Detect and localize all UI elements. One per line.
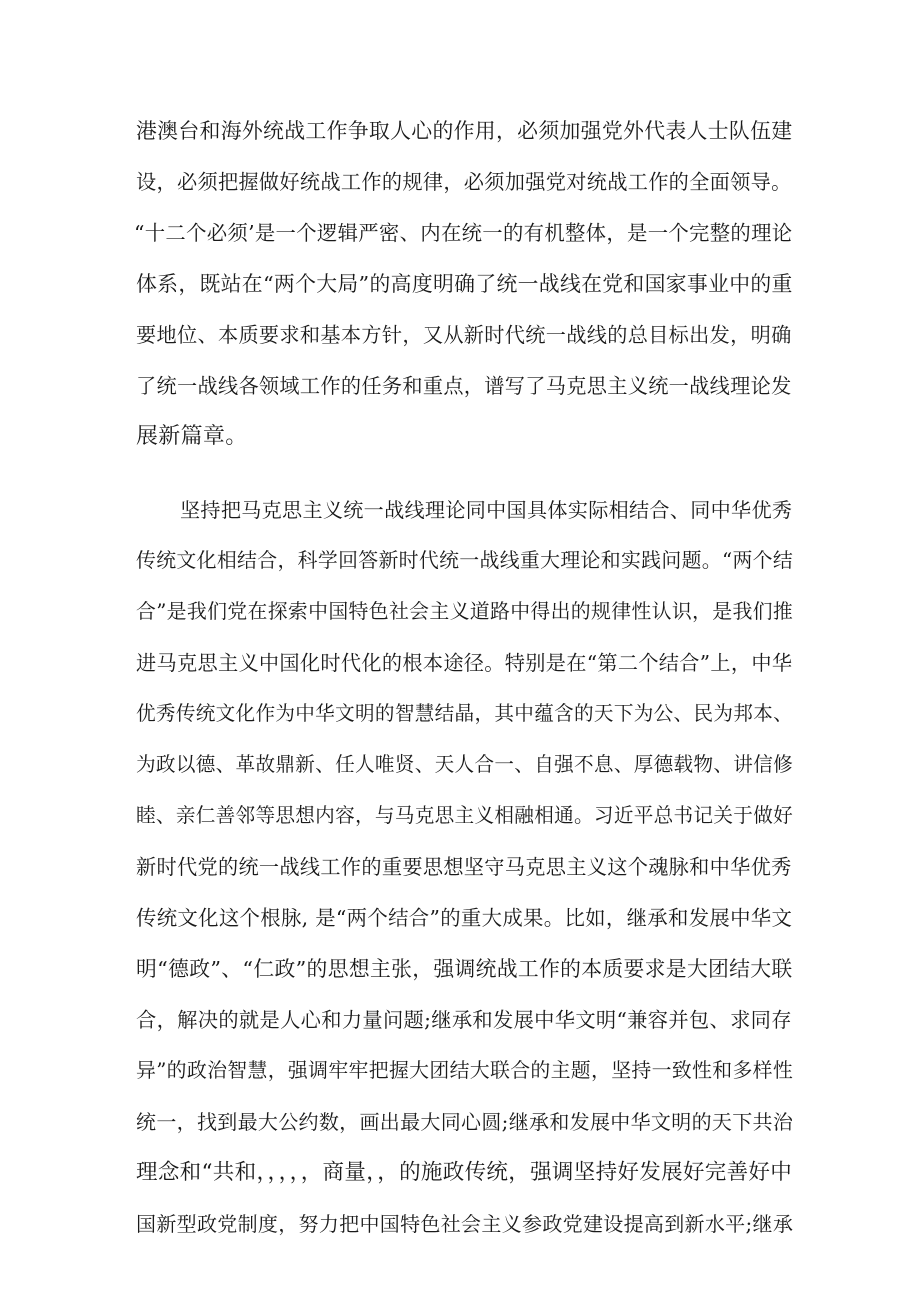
text-line: 要地位、本质要求和基本方针，又从新时代统一战线的总目标出发，明确	[136, 323, 792, 347]
text-line: 港澳台和海外统战工作争取人心的作用，必须加强党外代表人士队伍建	[136, 119, 793, 143]
text-line: 统一，找到最大公约数，画出最大同心圆;继承和发展中华文明的天下共治	[136, 1110, 794, 1134]
text-line: 睦、亲仁善邻等思想内容，与马克思主义相融相通。习近平总书记关于做好	[136, 804, 794, 827]
text-line: 明“德政”、“仁政”的思想主张，强调统战工作的本质要求是大团结大联	[136, 957, 793, 981]
text-line: 合”是我们党在探索中国特色社会主义道路中得出的规律性认识，是我们推	[136, 600, 794, 623]
text-line: 异”的政治智慧，强调牢牢把握大团结大联合的主题，坚持一致性和多样性	[136, 1059, 794, 1082]
text-line: 体系，既站在“两个大局”的高度明确了统一战线在党和国家事业中的重	[136, 272, 793, 296]
text-line: 合，解决的就是人心和力量问题;继承和发展中华文明“兼容并包、求同存	[136, 1008, 792, 1032]
text-line: “十二个必须’是一个逻辑严密、内在统一的有机整体，是一个完整的理论	[134, 221, 793, 245]
text-line: 为政以德、革故鼎新、任人唯贤、天人合一、自强不息、厚德载物、讲信修	[136, 753, 794, 776]
text-line: 传统文化相结合，科学回答新时代统一战线重大理论和实践问题。“两个结	[136, 549, 794, 572]
text-line: 了统一战线各领域工作的任务和重点，谱写了马克思主义统一战线理论发	[136, 374, 792, 398]
text-line: 传统文化这个根脉, 是“两个结合”的重大成果。比如，继承和发展中华文	[136, 906, 793, 930]
text-line: 进马克思主义中国化时代化的根本途径。特别是在“第二个结合”上，中华	[136, 651, 793, 675]
text-line: 优秀传统文化作为中华文明的智慧结晶，其中蕴含的天下为公、民为邦本、	[136, 702, 794, 725]
text-line: 坚持把马克思主义统一战线理论同中国具体实际相结合、同中华优秀	[180, 498, 793, 522]
text-line: 理念和“共和，，，，，商量，，的施政传统，强调坚持好发展好完善好中	[136, 1160, 793, 1185]
text-line: 新时代党的统一战线工作的重要思想坚守马克思主义这个魂脉和中华优秀	[136, 855, 792, 879]
text-line: 设，必须把握做好统战工作的规律，必须加强党对统战工作的全面领导。	[136, 170, 792, 194]
text-line: 展新篇章。	[136, 424, 248, 449]
text-line: 国新型政党制度，努力把中国特色社会主义参政党建设提高到新水平;继承	[136, 1212, 794, 1236]
